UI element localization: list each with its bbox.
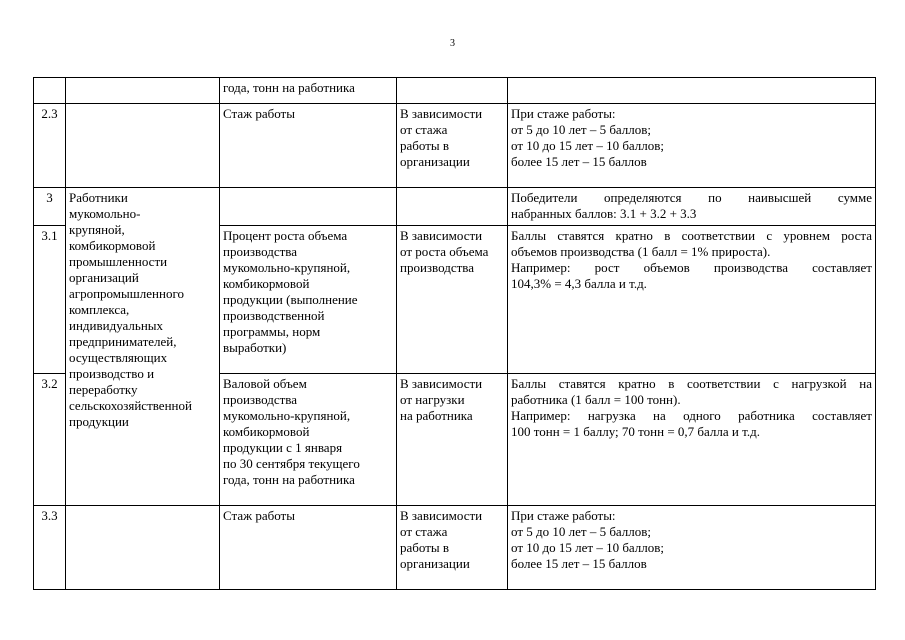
- cell-category: Работники мукомольно- крупяной, комбикормовой промышленности организаций агропромышленного комплекса, индивидуальных предпринимателей, осуществляющих производство и переработку сельскохозяйственной продукции: [66, 188, 220, 506]
- table-row-continuation: [34, 78, 876, 104]
- cell-scoring: Победители определяются по наивысшей сумме набранных баллов: 3.1 + 3.2 + 3.3: [508, 188, 876, 226]
- cell-criterion: Процент роста объема производства мукомольно-крупяной, комбикормовой продукции (выполнение производственной программы, норм выработки): [220, 226, 397, 374]
- cell-num: [34, 78, 66, 104]
- cell-basis: В зависимости от стажа работы в организации: [397, 104, 508, 188]
- cell-num: 2.3: [34, 104, 66, 188]
- cell-basis: В зависимости от роста объема производства: [397, 226, 508, 374]
- page-number: 3: [450, 38, 455, 49]
- cell-criterion: Стаж работы: [220, 104, 397, 188]
- cell-scoring: Баллы ставятся кратно в соответствии с уровнем роста объемов производства (1 балл = 1% прироста). Например: рост объемов производства составляет 104,3% = 4,3 балла и т.д.: [508, 226, 876, 374]
- cell-num: 3: [34, 188, 66, 226]
- cell-num: 3.2: [34, 374, 66, 506]
- cell-basis: [397, 188, 508, 226]
- cell-scoring: Баллы ставятся кратно в соответствии с нагрузкой на работника (1 балл = 100 тонн). Например: нагрузка на одного работника составляет 100 тонн = 1 баллу; 70 тонн = 0,7 балла и т.д.: [508, 374, 876, 506]
- table-row-3-3: [34, 506, 876, 590]
- cell-scoring: [508, 78, 876, 104]
- cell-criterion: Валовой объем производства мукомольно-крупяной, комбикормовой продукции с 1 января по 30 сентября текущего года, тонн на работника: [220, 374, 397, 506]
- cell-criterion: [220, 188, 397, 226]
- table-row-3: [34, 188, 876, 226]
- cell-num: 3.3: [34, 506, 66, 590]
- cell-scoring: При стаже работы: от 5 до 10 лет – 5 баллов; от 10 до 15 лет – 10 баллов; более 15 лет – 15 баллов: [508, 104, 876, 188]
- criteria-table: [33, 77, 876, 590]
- cell-basis: [397, 78, 508, 104]
- cell-scoring: При стаже работы: от 5 до 10 лет – 5 баллов; от 10 до 15 лет – 10 баллов; более 15 лет – 15 баллов: [508, 506, 876, 590]
- table-row-2-3: [34, 104, 876, 188]
- cell-basis: В зависимости от стажа работы в организации: [397, 506, 508, 590]
- cell-num: 3.1: [34, 226, 66, 374]
- cell-category: [66, 78, 220, 104]
- cell-category: [66, 104, 220, 188]
- cell-category: [66, 506, 220, 590]
- cell-basis: В зависимости от нагрузки на работника: [397, 374, 508, 506]
- cell-criterion: года, тонн на работника: [220, 78, 397, 104]
- cell-criterion: Стаж работы: [220, 506, 397, 590]
